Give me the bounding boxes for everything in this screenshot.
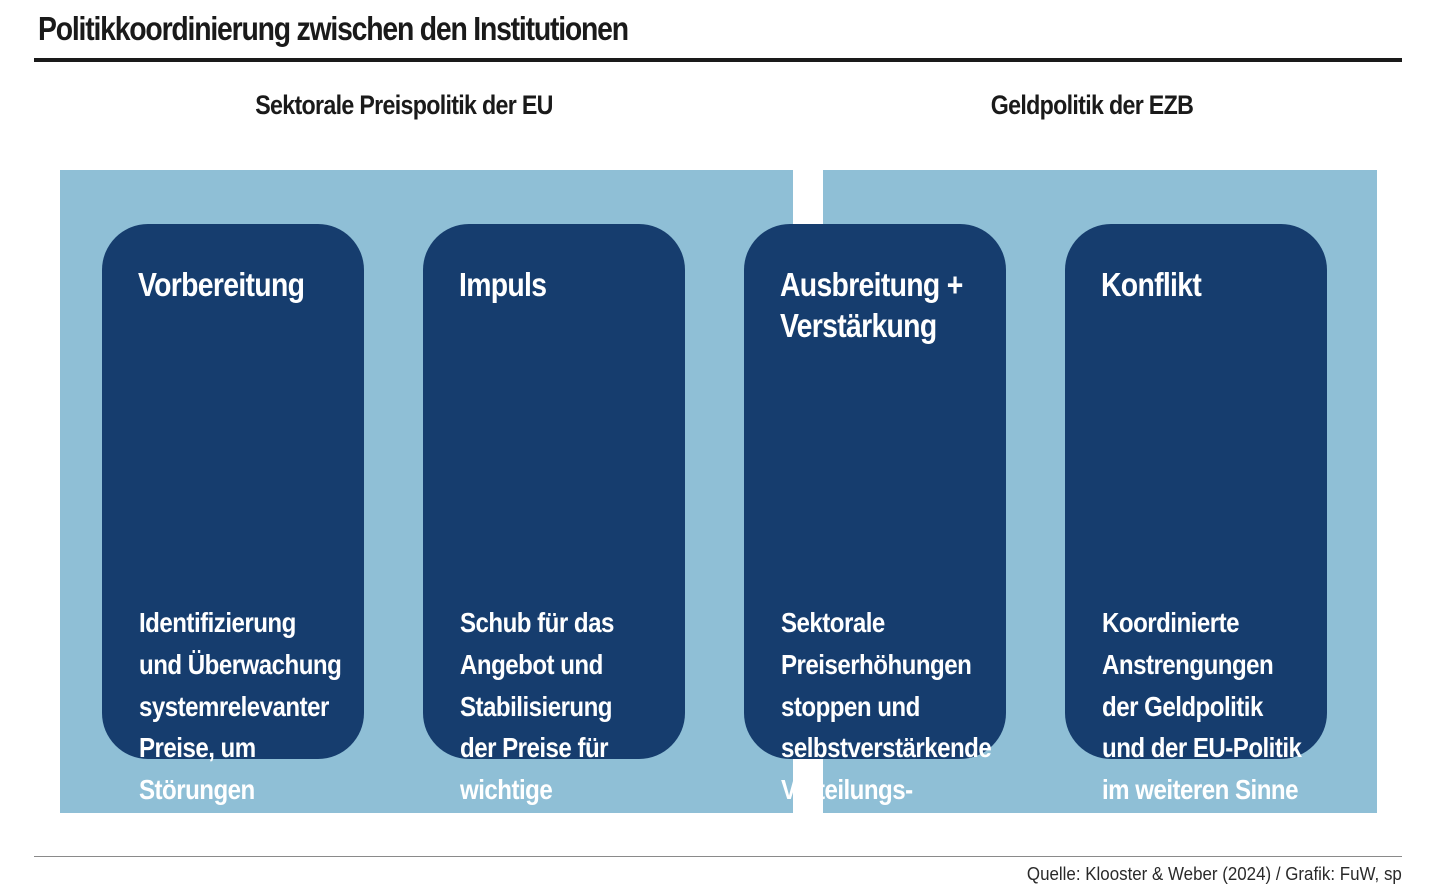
card-title: Vorbereitung — [138, 266, 305, 303]
card-text: Sektorale Preiserhöhungen stoppen und selbstverstärkende Verteilungs- konflikte vermeiden — [781, 607, 992, 889]
diagram-title: Politikkoordinierung zwischen den Institutionen — [38, 10, 628, 47]
card-text: Koordinierte Anstrengungen der Geldpolitik und der EU-Politik im weiteren Sinne — [1102, 607, 1302, 806]
title-divider — [34, 58, 1402, 62]
card-ausbreitung-verstaerkung — [744, 224, 1006, 889]
section-heading-ezb: Geldpolitik der EZB — [990, 90, 1194, 120]
card-vorbereitung — [102, 224, 364, 847]
section-heading-eu: Sektorale Preispolitik der EU — [255, 90, 553, 120]
card-konflikt — [1065, 224, 1327, 806]
card-text: Identifizierung und Überwachung systemrelevanter Preise, um Störungen vorzubeugen — [139, 607, 342, 847]
footer-divider — [34, 856, 1402, 857]
source-credit: Quelle: Klooster & Weber (2024) / Grafik: FuW, sp — [1027, 864, 1402, 884]
card-text: Schub für das Angebot und Stabilisierung der Preise für wichtige Vorprodukte — [460, 607, 614, 847]
card-title: Impuls — [459, 266, 547, 303]
card-impuls — [423, 224, 685, 847]
card-title: Konflikt — [1101, 266, 1202, 303]
card-title: Ausbreitung + Verstärkung — [780, 266, 963, 344]
